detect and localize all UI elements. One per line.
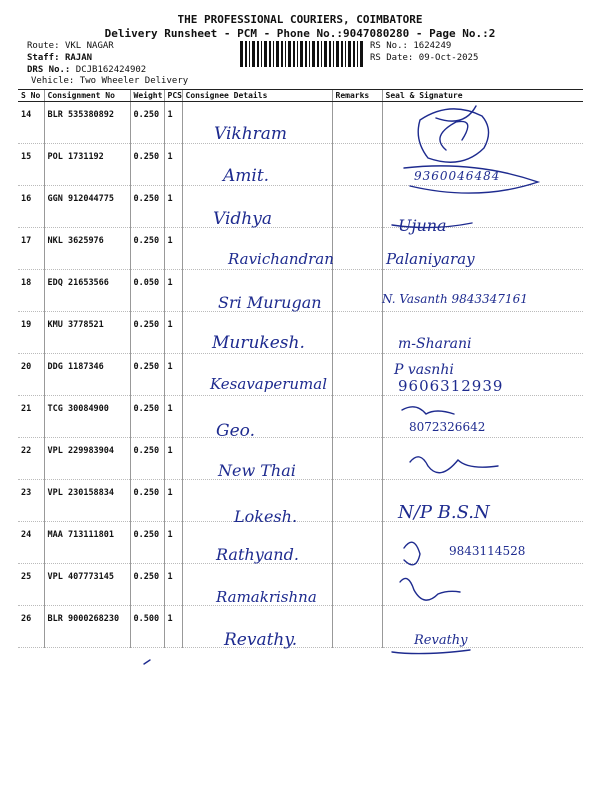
handwritten-name: Vikhram — [214, 124, 288, 144]
cell-weight: 0.250 — [130, 396, 164, 438]
cell-pcs: 1 — [164, 396, 182, 438]
cell-sno: 25 — [18, 564, 44, 606]
cell-weight: 0.250 — [130, 228, 164, 270]
handwritten-name: Revathy. — [224, 630, 298, 650]
cell-weight: 0.250 — [130, 564, 164, 606]
handwritten-signature: N. Vasanth 9843347161 — [382, 292, 528, 306]
vehicle-label: Vehicle: — [31, 76, 75, 86]
cell-consignment-no: BLR 9000268230 — [44, 606, 130, 648]
cell-sno: 26 — [18, 606, 44, 648]
staff-label: Staff: — [27, 53, 60, 63]
cell-sno: 17 — [18, 228, 44, 270]
col-header-seal: Seal & Signature — [382, 90, 583, 102]
col-header-remarks: Remarks — [332, 90, 382, 102]
handwritten-phone: 9606312939 — [398, 377, 504, 395]
cell-consignment-no: MAA 713111801 — [44, 522, 130, 564]
signature-scribble — [404, 542, 420, 565]
cell-consignment-no: NKL 3625976 — [44, 228, 130, 270]
vehicle-value: Two Wheeler Delivery — [79, 76, 189, 86]
cell-consignment-no: EDQ 21653566 — [44, 270, 130, 312]
cell-sno: 18 — [18, 270, 44, 312]
cell-weight: 0.250 — [130, 438, 164, 480]
handwritten-signature: m-Sharani — [398, 336, 472, 352]
handwritten-name: Ramakrishna — [216, 588, 317, 606]
rs-date-value: 09-Oct-2025 — [418, 53, 479, 63]
handwritten-signature: P vasnhi — [394, 362, 454, 378]
cell-consignment-no: POL 1731192 — [44, 144, 130, 186]
signature-underline — [392, 223, 472, 228]
cell-pcs: 1 — [164, 270, 182, 312]
cell-sno: 15 — [18, 144, 44, 186]
rs-no-label: RS No.: — [370, 41, 408, 51]
phone-circle — [404, 166, 538, 193]
handwritten-name: Lokesh. — [234, 507, 298, 526]
cell-consignment-no: KMU 3778521 — [44, 312, 130, 354]
stamp-scribble — [436, 106, 476, 150]
col-header-weight: Weight — [130, 90, 164, 102]
cell-pcs: 1 — [164, 438, 182, 480]
cell-weight: 0.250 — [130, 480, 164, 522]
handwritten-name: Geo. — [216, 421, 255, 441]
handwritten-phone: 9360046484 — [414, 169, 501, 183]
col-header-consignment: Consignment No — [44, 90, 130, 102]
handwritten-phone: 8072326642 — [409, 420, 486, 434]
route-value: VKL NAGAR — [64, 41, 114, 51]
cell-pcs: 1 — [164, 354, 182, 396]
handwritten-name: Rathyand. — [216, 545, 299, 564]
cell-pcs: 1 — [164, 144, 182, 186]
col-header-sno: S No — [18, 90, 44, 102]
drs-label: DRS No.: — [27, 65, 71, 75]
cell-weight: 0.250 — [130, 144, 164, 186]
cell-consignment-no: TCG 30084900 — [44, 396, 130, 438]
staff-value: RAJAN — [64, 53, 93, 63]
handwritten-phone: 9843114528 — [449, 544, 526, 558]
cell-sno: 22 — [18, 438, 44, 480]
handwritten-name: Sri Murugan — [218, 293, 322, 312]
cell-sno: 21 — [18, 396, 44, 438]
cell-sno: 16 — [18, 186, 44, 228]
handwritten-signature: N/P B.S.N — [398, 502, 490, 523]
route-label: Route: — [27, 41, 60, 51]
cell-weight: 0.250 — [130, 312, 164, 354]
col-header-consignee: Consignee Details — [182, 90, 332, 102]
cell-consignment-no: VPL 407773145 — [44, 564, 130, 606]
cell-weight: 0.250 — [130, 102, 164, 144]
handwritten-name: New Thai — [218, 461, 296, 480]
cell-pcs: 1 — [164, 228, 182, 270]
col-header-pcs: PCS — [164, 90, 182, 102]
cell-pcs: 1 — [164, 186, 182, 228]
cell-weight: 0.050 — [130, 270, 164, 312]
cell-sno: 19 — [18, 312, 44, 354]
handwritten-name: Ravichandran — [228, 250, 334, 268]
cell-consignment-no: BLR 535380892 — [44, 102, 130, 144]
cell-weight: 0.250 — [130, 186, 164, 228]
cell-sno: 20 — [18, 354, 44, 396]
cell-pcs: 1 — [164, 102, 182, 144]
pen-tick — [144, 660, 150, 664]
cell-consignment-no: VPL 230158834 — [44, 480, 130, 522]
stamp-outline — [418, 109, 488, 162]
signature-scribble — [402, 407, 454, 414]
cell-sno: 23 — [18, 480, 44, 522]
company-title: THE PROFESSIONAL COURIERS, COIMBATORE — [177, 13, 423, 26]
handwritten-signature: Revathy — [414, 633, 468, 648]
cell-pcs: 1 — [164, 312, 182, 354]
rs-date-label: RS Date: — [370, 53, 414, 63]
cell-sno: 24 — [18, 522, 44, 564]
cell-weight: 0.250 — [130, 522, 164, 564]
handwritten-name: Murukesh. — [212, 333, 305, 353]
signature-scribble — [410, 457, 498, 473]
cell-consignment-no: DDG 1187346 — [44, 354, 130, 396]
handwritten-name: Vidhya — [213, 209, 272, 229]
handwritten-signature: Ujuna — [398, 216, 447, 235]
signature-scribble — [400, 578, 460, 600]
cell-weight: 0.500 — [130, 606, 164, 648]
handwritten-name: Kesavaperumal — [210, 375, 328, 393]
cell-weight: 0.250 — [130, 354, 164, 396]
cell-pcs: 1 — [164, 564, 182, 606]
cell-consignment-no: GGN 912044775 — [44, 186, 130, 228]
cell-consignment-no: VPL 229983904 — [44, 438, 130, 480]
signature-underline — [392, 650, 470, 654]
runsheet-subtitle: Delivery Runsheet - PCM - Phone No.:9047080280 - Page No.:2 — [104, 27, 496, 40]
cell-pcs: 1 — [164, 606, 182, 648]
cell-pcs: 1 — [164, 522, 182, 564]
rs-no-value: 1624249 — [413, 41, 452, 51]
handwritten-signature: Palaniyaray — [386, 250, 475, 268]
handwritten-name: Amit. — [223, 166, 270, 186]
drs-value: DCJB162424902 — [75, 65, 147, 75]
cell-sno: 14 — [18, 102, 44, 144]
cell-pcs: 1 — [164, 480, 182, 522]
